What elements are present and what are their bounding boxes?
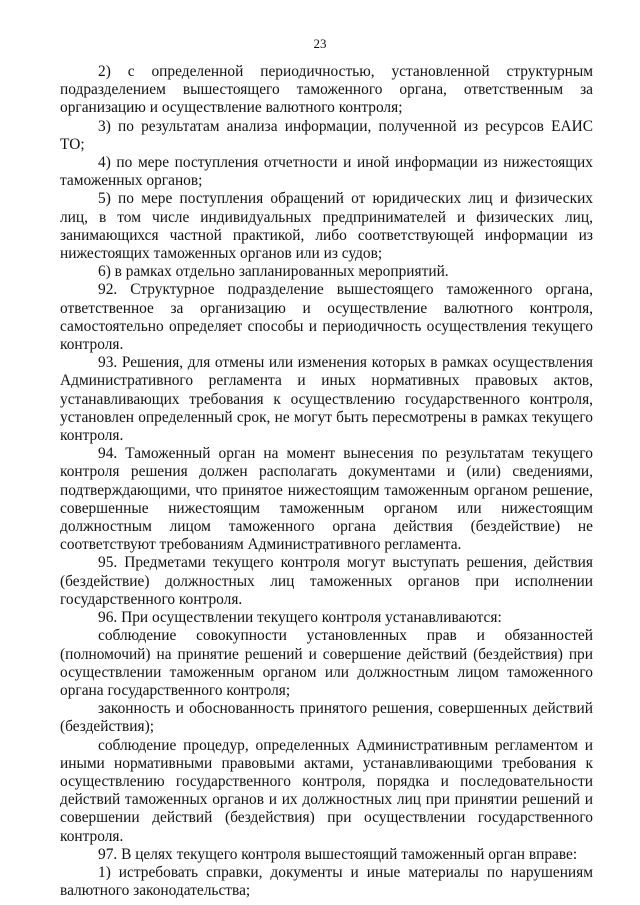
paragraph-96-point-1: соблюдение совокупности установленных прав и обязанностей (полномочий) на принятие решений и совершение действий (бездействия) при осуществлении таможенным органом или должностным лицом таможенного органа государственного контроля; (60, 627, 593, 699)
paragraph-item-5: 5) по мере поступления обращений от юридических лиц и физических лиц, в том числе индивидуальных предпринимателей и физических лиц, занимающихся частной практикой, либо соответствующей информации из нижестоящих таможенных органов или из судов; (60, 190, 593, 263)
paragraph-clause-94: 94. Таможенный орган на момент вынесения по результатам текущего контроля решения должен располагать документами и (или) сведениями, подтверждающими, что принятое нижестоящим таможенным органом решение, совершенные нижестоящим таможенным органом или нижестоящим должностным лицом таможенного органа действия (бездействие) не соответствуют требованиям Административного регламента. (60, 445, 593, 554)
paragraph-96-point-2: законность и обоснованность принятого решения, совершенных действий (бездействия); (60, 700, 593, 736)
paragraph-clause-93: 93. Решения, для отмены или изменения которых в рамках осуществления Административного регламента и иных нормативных правовых актов, устанавливающих требования к осуществлению государственного контроля, установлен определенный срок, не могут быть пересмотрены в рамках текущего контроля. (60, 354, 593, 445)
paragraph-97-item-1: 1) истребовать справки, документы и иные материалы по нарушениям валютного законодательства; (60, 863, 593, 900)
paragraph-item-4: 4) по мере поступления отчетности и иной информации из нижестоящих таможенных органов; (60, 154, 593, 190)
paragraph-clause-95: 95. Предметами текущего контроля могут выступать решения, действия (бездействие) должностных лиц таможенных органов при исполнении государственного контроля. (60, 554, 593, 608)
paragraph-clause-96: 96. При осуществлении текущего контроля устанавливаются: (98, 609, 502, 627)
document-body (60, 63, 593, 900)
page-number: 23 (313, 36, 327, 51)
paragraph-clause-97: 97. В целях текущего контроля вышестоящий таможенный орган вправе: (98, 845, 578, 863)
paragraph-item-3: 3) по результатам анализа информации, полученной из ресурсов ЕАИС ТО; (60, 117, 593, 153)
paragraph-96-point-3: соблюдение процедур, определенных Административным регламентом и иными нормативными правовыми актами, устанавливающими требования к осуществлению государственного контроля, порядка и последовательности действий таможенных органов и их должностных лиц при принятии решений и совершении действий (бездействия) при осуществлении государственного контроля. (60, 736, 593, 845)
paragraph-item-2: 2) с определенной периодичностью, установленной структурным подразделением вышестоящего таможенного органа, ответственным за организацию и осуществление валютного контроля; (60, 63, 593, 117)
paragraph-clause-92: 92. Структурное подразделение вышестоящего таможенного органа, ответственное за организацию и осуществление валютного контроля, самостоятельно определяет способы и периодичность осуществления текущего контроля. (60, 281, 593, 354)
paragraph-item-6: 6) в рамках отдельно запланированных мероприятий. (98, 263, 449, 281)
